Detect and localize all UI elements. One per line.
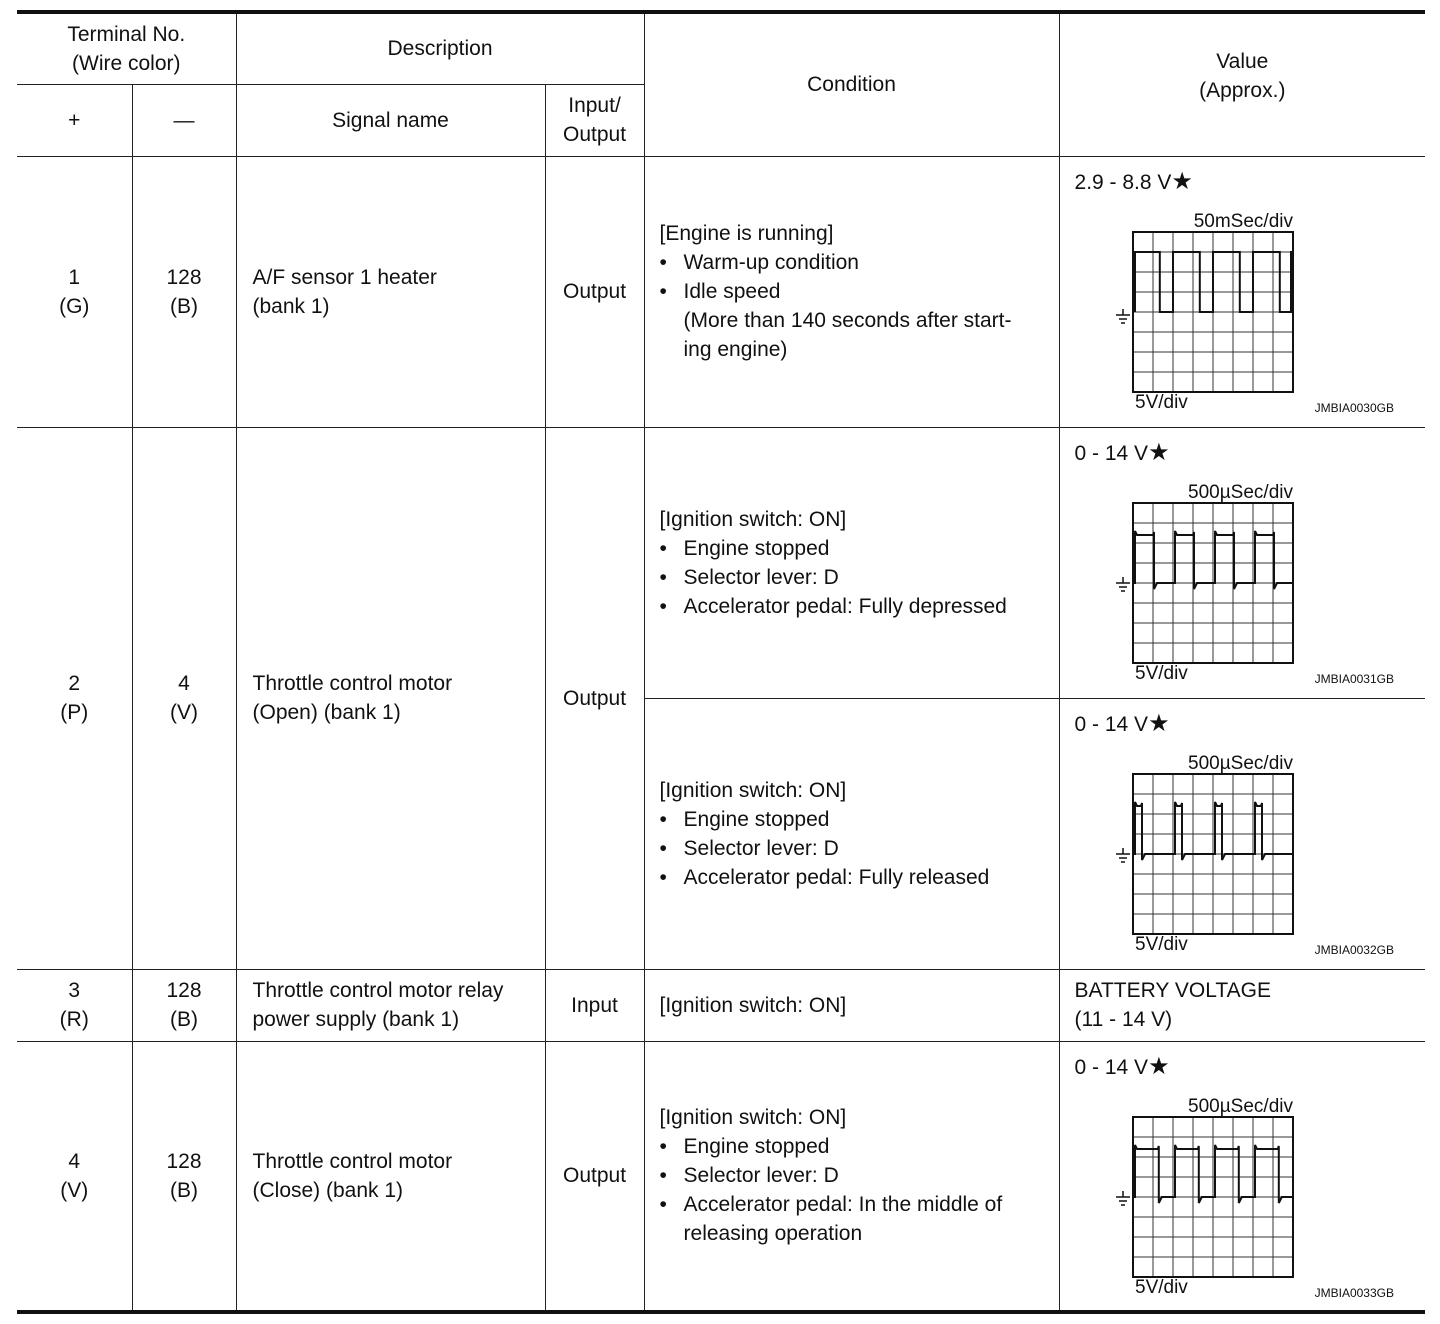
- terminal-number: 4: [178, 672, 190, 695]
- io-cell: Input: [545, 969, 644, 1041]
- bullet-icon: •: [659, 1164, 667, 1188]
- signal-name-line: Throttle control motor: [252, 1149, 453, 1173]
- condition-bullet: [660, 592, 1053, 621]
- io-cell: Output: [545, 156, 644, 427]
- oscilloscope-waveform: [1060, 428, 1426, 699]
- condition-cell: [644, 969, 1059, 1041]
- figure-code: JMBIA0032GB: [1314, 942, 1394, 957]
- signal-name: [236, 969, 545, 1041]
- bullet-icon: •: [659, 865, 667, 889]
- terminal-plus: [17, 1041, 132, 1312]
- bullet-text: Engine stopped: [683, 807, 830, 831]
- terminal-number: 2: [68, 672, 81, 695]
- value-range: 0 - 14 V: [1074, 441, 1149, 465]
- bullet-text: Accelerator pedal: Fully depressed: [683, 594, 1007, 618]
- waveform-trace: [1135, 252, 1293, 312]
- star-icon: ★: [1148, 1052, 1170, 1080]
- condition-cell: [644, 1041, 1059, 1312]
- terminal-number: 1: [68, 265, 81, 289]
- condition-heading: [Ignition switch: ON]: [659, 507, 847, 531]
- value-cell: [1059, 698, 1425, 969]
- terminal-plus: [17, 427, 132, 969]
- ecm-terminal-table: [17, 10, 1425, 1314]
- figure-code: JMBIA0031GB: [1314, 671, 1394, 686]
- table-row: [17, 969, 1425, 1041]
- value-cell: [1059, 1041, 1425, 1312]
- ground-icon: [1116, 577, 1130, 591]
- terminal-plus: [17, 969, 132, 1041]
- wire-color: (R): [59, 1008, 89, 1031]
- ground-icon: [1116, 848, 1130, 862]
- bullet-text: Idle speed: [683, 280, 781, 303]
- bullet-icon: •: [659, 1193, 667, 1217]
- oscilloscope-waveform: [1060, 157, 1426, 428]
- timebase-label: 500µSec/div: [1187, 481, 1293, 503]
- terminal-minus: [132, 1041, 236, 1312]
- condition-extra: [660, 335, 1053, 364]
- oscilloscope-waveform: [1060, 699, 1426, 970]
- bullet-text: Selector lever: D: [683, 836, 839, 860]
- terminal-no-label: Terminal No.: [67, 22, 186, 46]
- bullet-icon: •: [659, 280, 667, 303]
- signal-name-line: Throttle control motor: [252, 672, 453, 695]
- extra-text: ing engine): [683, 338, 788, 361]
- terminal-number: 128: [166, 1149, 202, 1173]
- star-icon: ★: [1148, 438, 1170, 466]
- condition-bullet: [660, 277, 1053, 306]
- bullet-text: Engine stopped: [683, 1135, 830, 1159]
- signal-name: [236, 427, 545, 969]
- io-input-label: Input/: [568, 94, 621, 117]
- volts-per-div-label: 5V/div: [1134, 933, 1188, 955]
- extra-text: (More than 140 seconds after start-: [683, 309, 1012, 332]
- io-output-label: Output: [562, 123, 627, 146]
- condition-heading: [Ignition switch: ON]: [659, 778, 847, 802]
- condition-bullet: [660, 1161, 1053, 1190]
- value-label: Value: [1216, 49, 1269, 73]
- terminal-number: 4: [68, 1149, 81, 1173]
- bullet-text: Warm-up condition: [683, 251, 859, 274]
- signal-name-line: (Open) (bank 1): [252, 701, 401, 724]
- condition-bullet: [660, 834, 1053, 863]
- terminal-minus: [132, 427, 236, 969]
- table-row: [17, 427, 1425, 698]
- star-icon: ★: [1171, 167, 1193, 195]
- bullet-icon: •: [659, 251, 667, 274]
- condition-cell: [644, 156, 1059, 427]
- minus-header: —: [132, 84, 236, 156]
- condition-extra: [660, 1219, 1053, 1248]
- signal-name-line: (Close) (bank 1): [252, 1178, 404, 1202]
- terminal-number: 128: [166, 979, 202, 1002]
- oscilloscope-waveform: [1060, 1042, 1426, 1313]
- terminal-minus: [132, 969, 236, 1041]
- condition-cell: [644, 698, 1059, 969]
- volts-per-div-label: 5V/div: [1134, 662, 1188, 684]
- value-range: 0 - 14 V: [1074, 712, 1149, 736]
- condition-bullet: [660, 563, 1053, 592]
- terminal-minus: [132, 156, 236, 427]
- signal-name-header: Signal name: [236, 84, 545, 156]
- bullet-text: Selector lever: D: [683, 565, 839, 589]
- condition-heading: [Ignition switch: ON]: [659, 1106, 847, 1130]
- condition-extra: [660, 306, 1053, 335]
- condition-bullet: [660, 863, 1053, 892]
- io-cell: Output: [545, 427, 644, 969]
- timebase-label: 500µSec/div: [1187, 1095, 1293, 1117]
- condition-heading: [Ignition switch: ON]: [659, 993, 847, 1017]
- condition-header: Condition: [644, 12, 1059, 156]
- bullet-icon: •: [659, 594, 667, 618]
- io-header: [545, 84, 644, 156]
- wire-color: (P): [60, 701, 89, 724]
- wire-color: (B): [170, 1008, 198, 1031]
- bullet-text: Selector lever: D: [683, 1164, 839, 1188]
- bullet-text: Engine stopped: [683, 536, 830, 560]
- wire-color: (V): [60, 1178, 89, 1202]
- timebase-label: 50mSec/div: [1193, 210, 1293, 232]
- value-range: 0 - 14 V: [1074, 1055, 1149, 1079]
- value-cell: [1059, 427, 1425, 698]
- extra-text: releasing operation: [683, 1222, 863, 1246]
- bullet-icon: •: [659, 807, 667, 831]
- timebase-label: 500µSec/div: [1187, 752, 1293, 774]
- bullet-icon: •: [659, 536, 667, 560]
- value-range: (11 - 14 V): [1074, 1008, 1173, 1031]
- wire-color: (V): [170, 701, 198, 724]
- terminal-number: 3: [68, 979, 81, 1002]
- bullet-icon: •: [659, 836, 667, 860]
- wire-color: (B): [170, 294, 198, 318]
- ground-icon: [1116, 309, 1130, 323]
- value-text: BATTERY VOLTAGE: [1074, 979, 1271, 1002]
- wire-color-label: (Wire color): [72, 51, 181, 75]
- signal-name-line: Throttle control motor relay: [252, 979, 504, 1002]
- condition-heading: [Engine is running]: [659, 222, 834, 245]
- volts-per-div-label: 5V/div: [1134, 1276, 1188, 1298]
- bullet-icon: •: [659, 1135, 667, 1159]
- ground-icon: [1116, 1191, 1130, 1205]
- terminal-number: 128: [166, 265, 202, 289]
- figure-code: JMBIA0030GB: [1314, 400, 1394, 415]
- terminal-plus: [17, 156, 132, 427]
- bullet-text: Accelerator pedal: Fully released: [683, 865, 990, 889]
- io-cell: Output: [545, 1041, 644, 1312]
- signal-name-line: A/F sensor 1 heater: [252, 265, 437, 289]
- signal-name-line: (bank 1): [252, 294, 330, 318]
- bullet-text: Accelerator pedal: In the middle of: [683, 1193, 1003, 1217]
- condition-bullet: [660, 805, 1053, 834]
- plus-header: +: [17, 84, 132, 156]
- value-cell: [1059, 969, 1425, 1041]
- condition-bullet: [660, 534, 1053, 563]
- signal-name: [236, 1041, 545, 1312]
- wire-color: (B): [170, 1178, 198, 1202]
- table-row: [17, 1041, 1425, 1312]
- description-header: Description: [236, 12, 644, 84]
- bullet-icon: •: [659, 565, 667, 589]
- condition-cell: [644, 427, 1059, 698]
- condition-bullet: [660, 248, 1053, 277]
- value-header: [1059, 12, 1425, 156]
- condition-bullet: [660, 1132, 1053, 1161]
- value-cell: [1059, 156, 1425, 427]
- volts-per-div-label: 5V/div: [1134, 391, 1188, 413]
- terminal-no-header: [17, 12, 236, 84]
- star-icon: ★: [1148, 709, 1170, 737]
- figure-code: JMBIA0033GB: [1314, 1285, 1394, 1300]
- signal-name-line: power supply (bank 1): [252, 1008, 460, 1031]
- signal-name: [236, 156, 545, 427]
- approx-label: (Approx.): [1199, 78, 1286, 102]
- wire-color: (G): [59, 294, 90, 318]
- condition-bullet: [660, 1190, 1053, 1219]
- table-row: [17, 156, 1425, 427]
- header-row-1: [17, 12, 1425, 84]
- value-range: 2.9 - 8.8 V: [1074, 170, 1172, 194]
